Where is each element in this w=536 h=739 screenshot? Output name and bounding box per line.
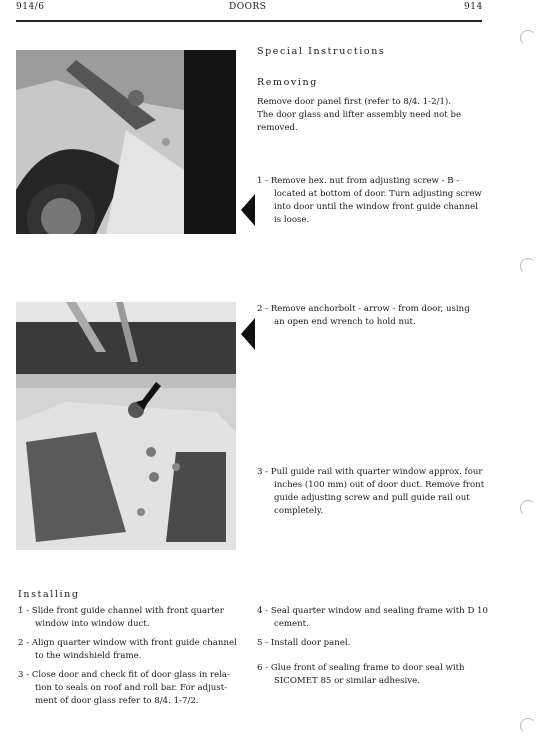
install-step-4-line: cement. bbox=[274, 619, 309, 629]
intro-line-1: Remove door panel first (refer to 8/4. 1-2/1). bbox=[257, 97, 451, 107]
binder-hole-mark bbox=[520, 500, 536, 516]
step-1 bbox=[257, 175, 482, 227]
step-3-line: inches (100 mm) out of door duct. Remove front bbox=[274, 480, 485, 490]
install-step-3-line: 3 - Close door and check fit of door glass in rela- bbox=[18, 670, 230, 680]
intro-line-2: The door glass and lifter assembly need not be bbox=[257, 110, 462, 120]
step-1-line: into door until the window front guide channel bbox=[274, 202, 478, 212]
step-2 bbox=[257, 303, 470, 329]
photo-anchorbolt-door bbox=[16, 302, 236, 550]
install-step-2-line: 2 - Align quarter window with front guide channel bbox=[18, 638, 237, 648]
intro-line-3: removed. bbox=[257, 123, 298, 133]
install-step-5 bbox=[257, 637, 350, 650]
step-2-line: an open end wrench to hold nut. bbox=[274, 317, 416, 327]
step-3-line: completely. bbox=[274, 506, 324, 516]
binder-hole-mark bbox=[520, 258, 536, 274]
pointer-arrow-icon bbox=[241, 194, 255, 226]
installing-heading: Installing bbox=[18, 589, 80, 600]
header-rule bbox=[16, 20, 482, 22]
install-step-2-line: to the windshield frame. bbox=[35, 651, 142, 661]
install-step-3 bbox=[18, 669, 230, 708]
install-step-6 bbox=[257, 662, 465, 688]
binder-hole-mark bbox=[520, 30, 536, 46]
binder-hole-mark bbox=[520, 718, 536, 734]
step-3-line: 3 - Pull guide rail with quarter window approx. four bbox=[257, 467, 483, 477]
install-step-5-line: 5 - Install door panel. bbox=[257, 638, 351, 648]
install-step-2 bbox=[18, 637, 237, 663]
install-step-3-line: tion to seals on roof and roll bar. For adjust- bbox=[35, 683, 228, 693]
step-1-line: 1 - Remove hex. nut from adjusting screw - B - bbox=[257, 176, 460, 186]
install-step-1 bbox=[18, 605, 224, 631]
pointer-arrow-icon bbox=[241, 318, 255, 350]
install-step-4-line: 4 - Seal quarter window and sealing frame with D 10 bbox=[257, 606, 488, 616]
special-instructions-heading: Special Instructions bbox=[257, 46, 386, 57]
install-step-6-line: 6 - Glue front of sealing frame to door seal with bbox=[257, 663, 465, 673]
step-2-line: 2 - Remove anchorbolt - arrow - from door, using bbox=[257, 304, 470, 314]
step-1-line: located at bottom of door. Turn adjusting screw bbox=[274, 189, 482, 199]
removing-heading: Removing bbox=[257, 77, 318, 88]
step-3 bbox=[257, 466, 484, 518]
page-number-left: 914/6 bbox=[16, 2, 45, 12]
page-number-right: 914 bbox=[464, 2, 483, 12]
install-step-1-line: window into window duct. bbox=[35, 619, 150, 629]
install-step-3-line: ment of door glass refer to 8/4. 1-7/2. bbox=[35, 696, 199, 706]
install-step-6-line: SICOMET 85 or similar adhesive. bbox=[274, 676, 420, 686]
photo-door-adjusting-screw bbox=[16, 50, 236, 234]
step-3-line: guide adjusting screw and pull guide rail out bbox=[274, 493, 470, 503]
install-step-1-line: 1 - Slide front guide channel with front quarter bbox=[18, 606, 224, 616]
section-title: DOORS bbox=[229, 2, 267, 12]
step-1-line: is loose. bbox=[274, 215, 310, 225]
install-step-4 bbox=[257, 605, 488, 631]
